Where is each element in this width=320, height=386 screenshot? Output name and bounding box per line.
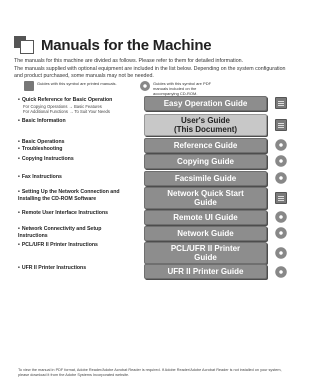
- page-header: [14, 36, 211, 54]
- list-item-fax-instructions: • Fax Instructions: [18, 174, 62, 180]
- printed-manual-icon: [275, 192, 287, 204]
- list-item-basic-operations: • Basic Operations: [18, 139, 65, 145]
- cd-rom-icon: [275, 155, 287, 167]
- item-label: Network Connectivity and Setup Instructions: [18, 226, 102, 239]
- legend-pdf: [140, 81, 215, 96]
- cd-rom-icon: [275, 139, 287, 151]
- list-item-basic-information: • Basic Information: [18, 118, 66, 124]
- printed-manual-icon: [275, 119, 287, 131]
- list-item-ufr-printer: • UFR II Printer Instructions: [18, 265, 87, 271]
- legend-pdf-text: Guides with this symbol are PDF manuals included on the accompanying CD-ROM.: [153, 81, 212, 96]
- copying-guide-button[interactable]: Copying Guide: [144, 154, 267, 169]
- intro-paragraph: The manuals supplied with optional equipment are included in the list below. Depending on the system configuration and product purchased, some manuals may not be needed.: [14, 66, 286, 79]
- list-item-pcl-ufr-printer: • PCL/UFR II Printer Instructions: [18, 242, 98, 248]
- cd-rom-icon: [140, 81, 150, 91]
- cd-rom-icon: [275, 211, 287, 223]
- easy-operation-guide-button[interactable]: Easy Operation Guide: [144, 96, 267, 111]
- legend-printed-text: Guides with this symbol are printed manuals.: [37, 81, 117, 86]
- item-sub: For Copying Operations → Basic Features: [23, 103, 102, 109]
- cd-rom-icon: [275, 266, 287, 278]
- intro-paragraph: The manuals for this machine are divided as follows. Please refer to them for detailed information.: [14, 58, 244, 64]
- pcl-ufr-printer-guide-button[interactable]: PCL/UFR II Printer Guide: [144, 242, 267, 264]
- item-label: Setting Up the Network Connection and Installing the CD-ROM Software: [18, 189, 120, 202]
- cd-rom-icon: [275, 227, 287, 239]
- list-item-quick-reference: • Quick Reference for Basic Operation For Copying Operations → Basic Features For Additional Functions → To Suit Your Needs: [18, 97, 148, 114]
- cd-rom-icon: [275, 172, 287, 184]
- list-item-network-setup: • Setting Up the Network Connection and Installing the CD-ROM Software: [18, 189, 120, 202]
- legend-printed: [24, 81, 117, 91]
- network-guide-button[interactable]: Network Guide: [144, 226, 267, 241]
- item-label: Quick Reference for Basic Operation: [21, 97, 113, 103]
- page-title: Manuals for the Machine: [41, 36, 212, 54]
- item-label: Basic Operations: [21, 139, 65, 145]
- item-label: Remote User Interface Instructions: [21, 210, 109, 216]
- list-item-network-connectivity: • Network Connectivity and Setup Instructions: [18, 226, 102, 239]
- printed-manual-icon: [275, 97, 287, 109]
- cd-rom-icon: [275, 247, 287, 259]
- list-item-remote-ui: • Remote User Interface Instructions: [18, 210, 109, 216]
- remote-ui-guide-button[interactable]: Remote UI Guide: [144, 210, 267, 225]
- manuals-icon: [14, 36, 36, 54]
- item-label: PCL/UFR II Printer Instructions: [21, 242, 98, 248]
- list-item-copying-instructions: • Copying Instructions: [18, 156, 74, 162]
- reference-guide-button[interactable]: Reference Guide: [144, 138, 267, 153]
- item-label: UFR II Printer Instructions: [21, 265, 87, 271]
- facsimile-guide-button[interactable]: Facsimile Guide: [144, 171, 267, 186]
- item-label: Copying Instructions: [21, 156, 74, 162]
- item-label: Troubleshooting: [21, 145, 63, 152]
- item-sub: For Additional Functions → To Suit Your Needs: [23, 108, 110, 114]
- users-guide-button[interactable]: User's Guide (This Document): [144, 114, 267, 136]
- item-label: Fax Instructions: [21, 174, 62, 180]
- footer-note: To view the manual in PDF format, Adobe Reader/Adobe Acrobat Reader is required. If Adobe Reader/Adobe Acrobat Reader is not installed on your system, please download it from the Adobe Systems Incorporated website.: [18, 368, 282, 377]
- ufr-printer-guide-button[interactable]: UFR II Printer Guide: [144, 264, 267, 279]
- item-label: Basic Information: [21, 118, 66, 124]
- network-quick-start-guide-button[interactable]: Network Quick Start Guide: [144, 187, 267, 209]
- list-item-troubleshooting: • Troubleshooting: [18, 145, 63, 152]
- printed-manual-icon: [24, 81, 34, 91]
- intro-text: [14, 58, 292, 81]
